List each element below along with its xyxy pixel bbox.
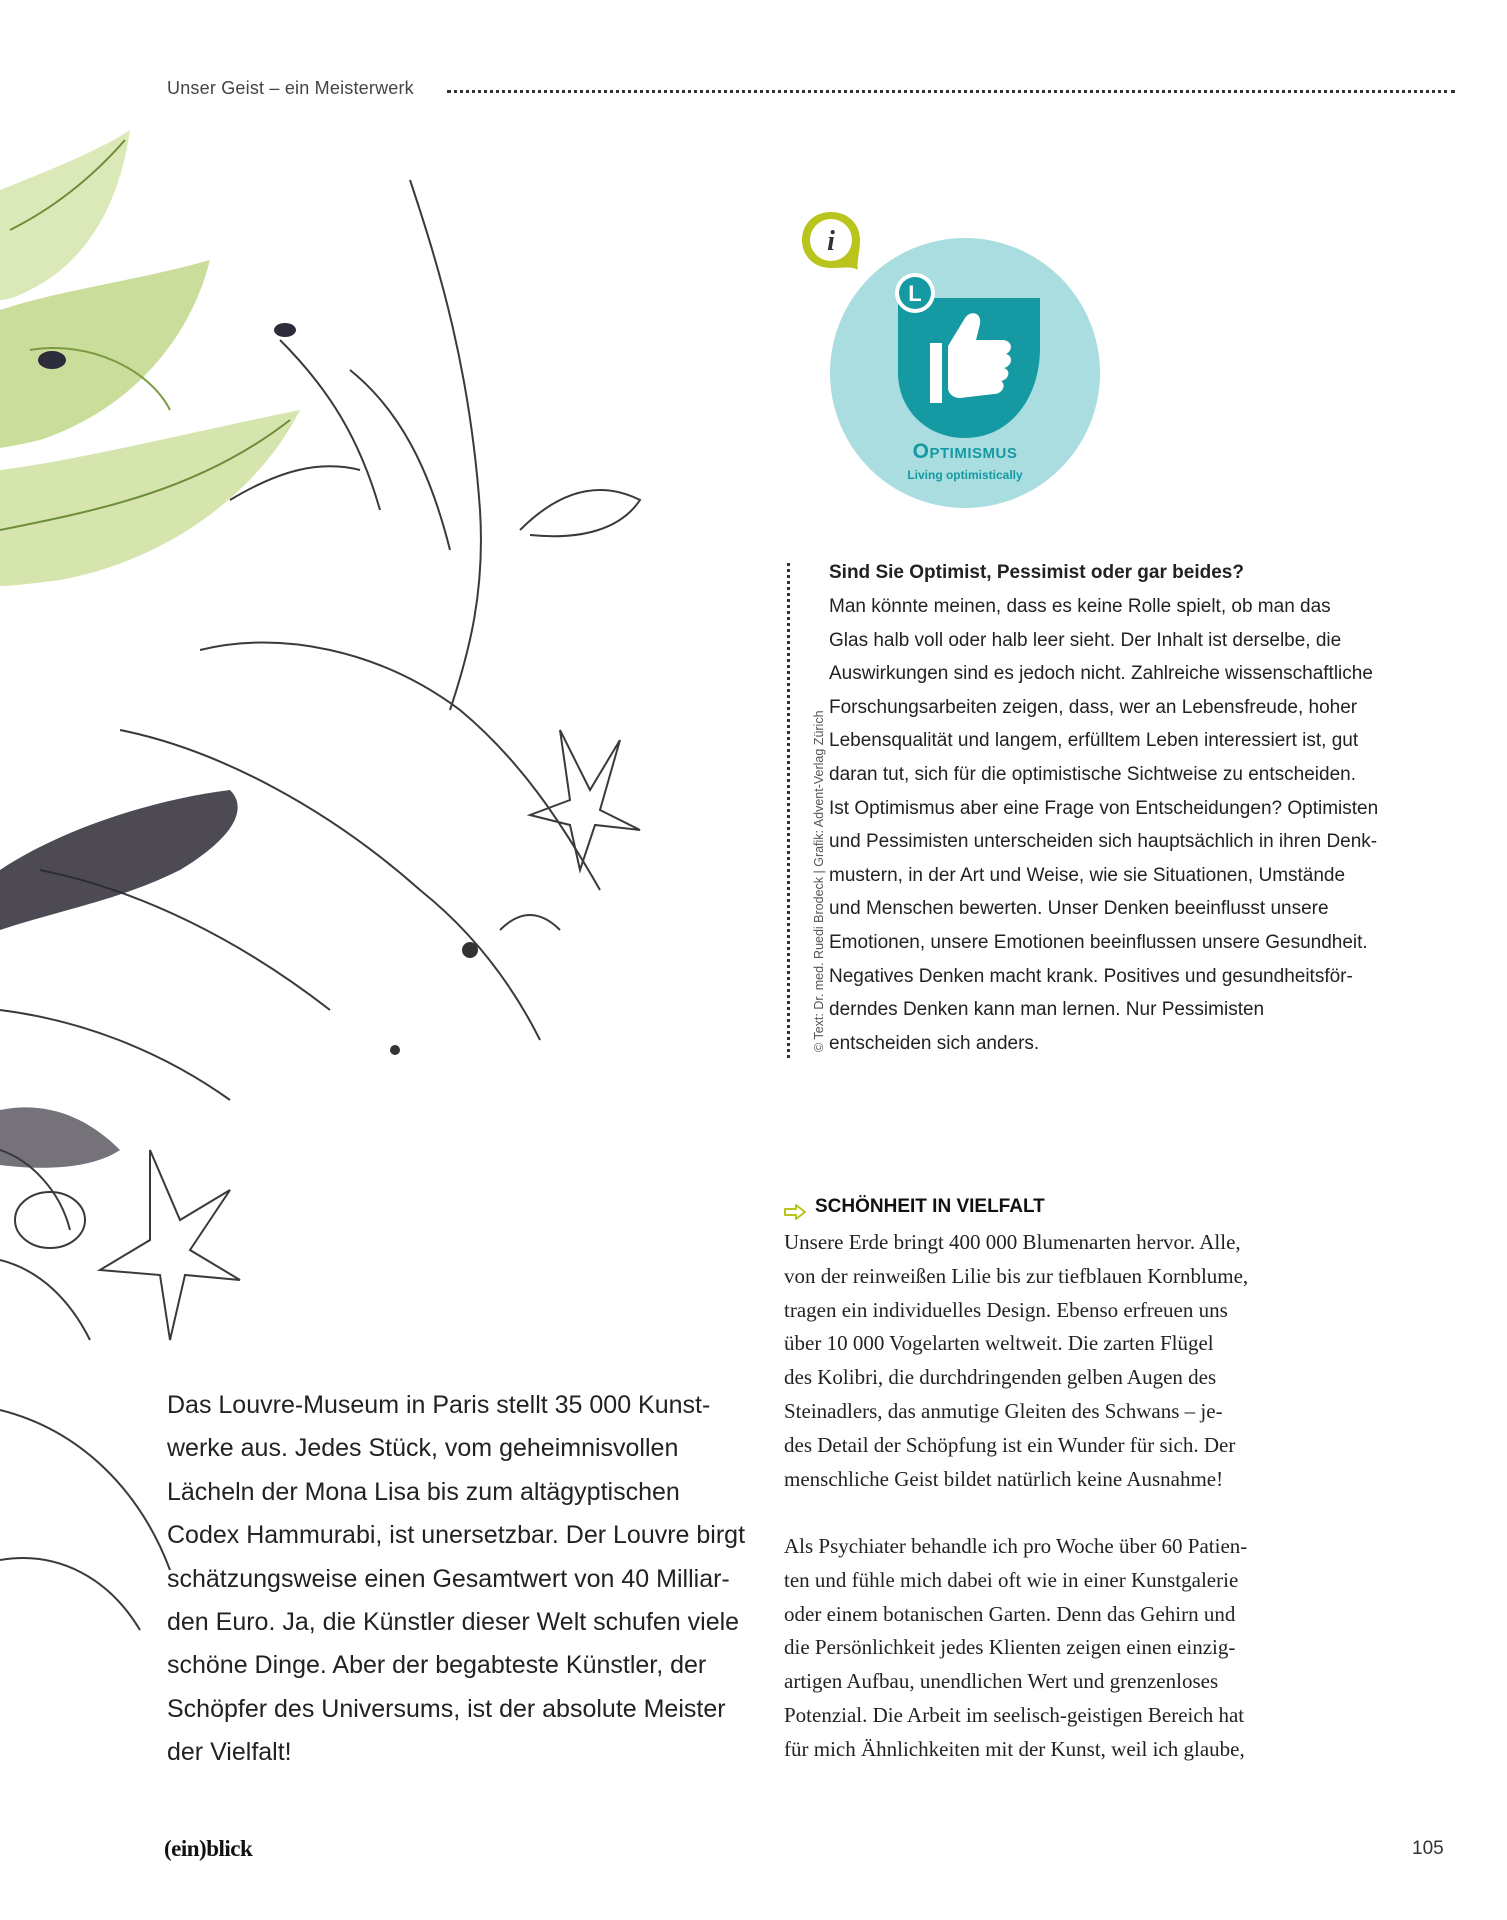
info-box-line: Auswirkungen sind es jedoch nicht. Zahlreiche wissenschaftliche (829, 663, 1373, 685)
body-line: des Detail der Schöpfung ist ein Wunder für sich. Der (784, 1432, 1236, 1457)
intro-line: Codex Hammurabi, ist unersetzbar. Der Louvre birgt (167, 1521, 746, 1550)
arrow-right-icon (784, 1204, 806, 1220)
body-line: die Persönlichkeit jedes Klienten zeigen einen einzig- (784, 1635, 1236, 1660)
body-line: Als Psychiater behandle ich pro Woche über 60 Patien- (784, 1534, 1248, 1558)
intro-line: werke aus. Jedes Stück, vom geheimnisvollen (167, 1434, 679, 1463)
intro-line: Das Louvre-Museum in Paris stellt 35 000 Kunst- (167, 1391, 711, 1419)
body-line: von der reinweißen Lilie bis zur tiefblauen Kornblume, (784, 1263, 1249, 1288)
intro-line: Lächeln der Mona Lisa bis zum altägyptischen (167, 1477, 680, 1506)
credit-dotted-rule (787, 563, 790, 1058)
info-box-line: Man könnte meinen, dass es keine Rolle spielt, ob man das (829, 596, 1331, 617)
body-line: für mich Ähnlichkeiten mit der Kunst, weil ich glaube, (784, 1736, 1245, 1761)
info-box-line: derndes Denken kann man lernen. Nur Pessimisten (829, 999, 1265, 1021)
body-line: ten und fühle mich dabei oft wie in einer Kunstgalerie (784, 1567, 1239, 1592)
info-box-line: mustern, in der Art und Weise, wie sie Situationen, Umstände (829, 864, 1346, 886)
page-number: 105 (1412, 1838, 1444, 1859)
header-dotted-rule (447, 90, 1455, 93)
body-line: Unsere Erde bringt 400 000 Blumenarten hervor. Alle, (784, 1230, 1241, 1254)
dark-ink-blots (0, 790, 478, 1168)
logo-subtitle: Living optimistically (907, 468, 1023, 482)
section-title: SCHÖNHEIT IN VIELFALT (815, 1196, 1045, 1217)
body-line: Potenzial. Die Arbeit im seelisch-geistigen Bereich hat (784, 1702, 1245, 1727)
intro-line: der Vielfalt! (167, 1738, 292, 1767)
intro-paragraph (167, 1384, 767, 1775)
body-line: über 10 000 Vogelarten weltweit. Die zarten Flügel (784, 1331, 1214, 1356)
body-line: oder einem botanischen Garten. Denn das Gehirn und (784, 1601, 1236, 1626)
intro-line: Schöpfer des Universums, ist der absolute Meister (167, 1694, 726, 1723)
green-leaves (0, 130, 300, 586)
info-box-line: Forschungsarbeiten zeigen, dass, wer an Lebensfreude, hoher (829, 696, 1358, 718)
body-line: tragen ein individuelles Design. Ebenso erfreuen uns (784, 1297, 1228, 1322)
section-paragraph-1 (784, 1226, 1384, 1496)
info-box-line: Ist Optimismus aber eine Frage von Entscheidungen? Optimisten (829, 797, 1379, 819)
info-box-line: Glas halb voll oder halb leer sieht. Der Inhalt ist derselbe, die (829, 629, 1342, 651)
magazine-logo: (ein)blick (164, 1836, 253, 1861)
svg-text:L: L (908, 281, 922, 306)
body-line: menschliche Geist bildet natürlich keine Ausnahme! (784, 1466, 1224, 1491)
logo-title: Optimismus (912, 440, 1018, 463)
svg-text:i: i (827, 226, 835, 257)
info-box-line: und Menschen bewerten. Unser Denken beeinflusst unsere (829, 898, 1329, 920)
info-box-line: Negatives Denken macht krank. Positives und gesundheitsför- (829, 965, 1353, 987)
image-credit: © Text: Dr. med. Ruedi Brodeck | Grafik: Advent-Verlag Zürich (812, 710, 826, 1052)
info-box-line: Emotionen, unsere Emotionen beeinflussen unsere Gesundheit. (829, 931, 1368, 953)
body-line: artigen Aufbau, unendlichen Wert und grenzenloses (784, 1669, 1219, 1694)
intro-line: schöne Dinge. Aber der begabteste Künstler, der (167, 1651, 707, 1680)
running-head: Unser Geist – ein Meisterwerk (167, 78, 414, 98)
info-box-title: Sind Sie Optimist, Pessimist oder gar beides? (829, 562, 1244, 583)
info-box-line: daran tut, sich für die optimistische Sichtweise zu entscheiden. (829, 763, 1356, 785)
intro-line: den Euro. Ja, die Künstler dieser Welt schufen viele (167, 1608, 740, 1637)
info-box (829, 556, 1429, 1060)
info-box-line: Lebensqualität und langem, erfülltem Leben interessiert ist, gut (829, 730, 1359, 752)
info-box-line: entscheiden sich anders. (829, 1032, 1040, 1054)
section-paragraph-2 (784, 1530, 1384, 1767)
body-line: des Kolibri, die durchdringenden gelben Augen des (784, 1365, 1217, 1390)
body-line: Steinadlers, das anmutige Gleiten des Schwans – je- (784, 1398, 1223, 1423)
intro-line: schätzungsweise einen Gesamtwert von 40 Milliar- (167, 1564, 730, 1593)
info-box-line: und Pessimisten unterscheiden sich hauptsächlich in ihren Denk- (829, 831, 1378, 853)
